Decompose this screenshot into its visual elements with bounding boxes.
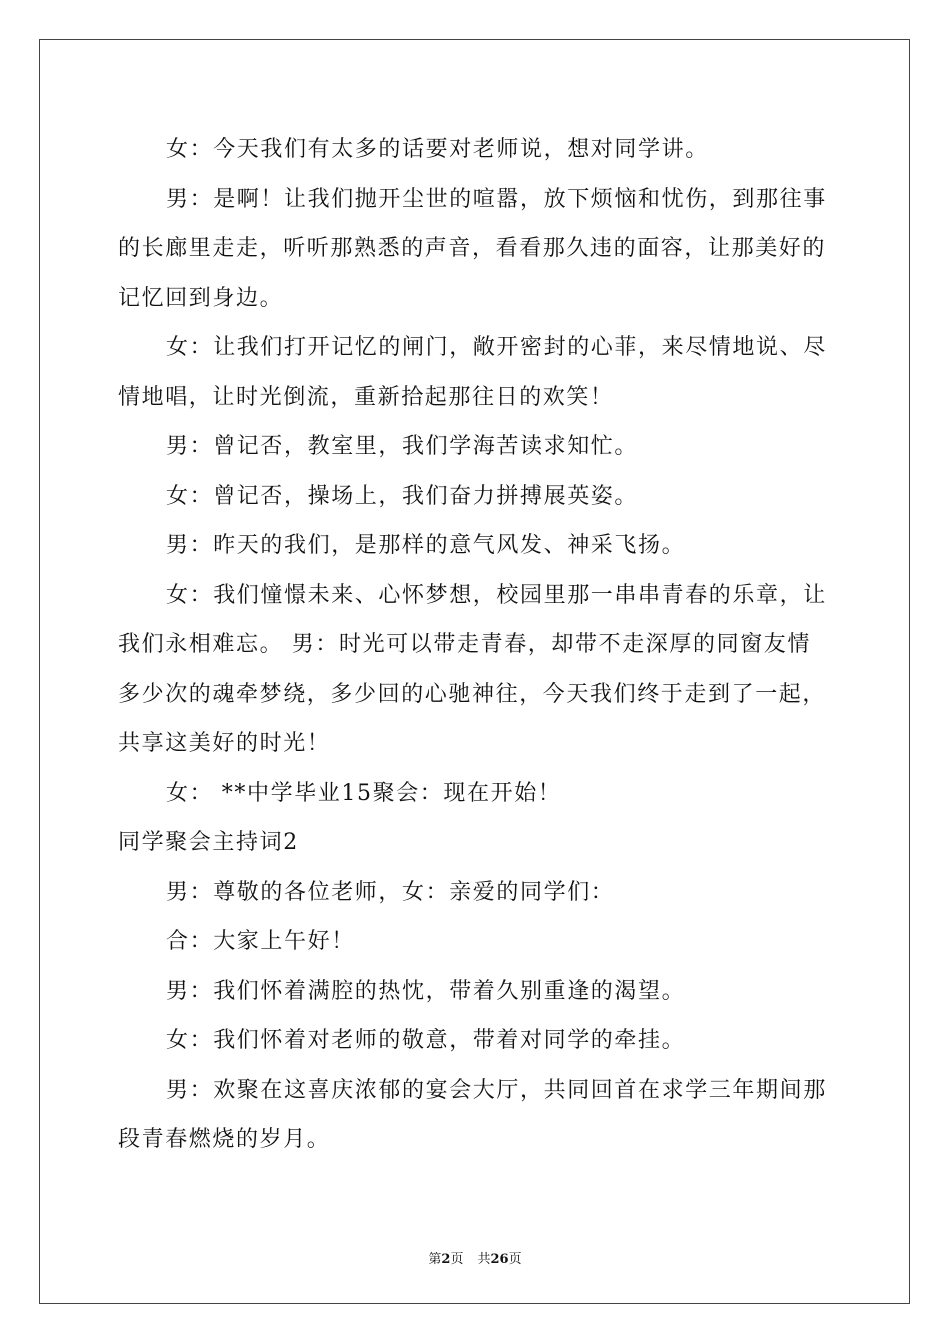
paragraph-14: 男：欢聚在这喜庆浓郁的宴会大厅，共同回首在求学三年期间那段青春燃烧的岁月。 (118, 1077, 827, 1152)
footer-total-suffix: 页 (508, 1252, 522, 1267)
paragraph-1: 女：今天我们有太多的话要对老师说，想对同学讲。 (166, 137, 709, 162)
paragraph-12: 男：我们怀着满腔的热忱，带着久别重逢的渴望。 (166, 978, 686, 1004)
footer-total-prefix: 共 (477, 1252, 491, 1267)
paragraph-7: 女：我们憧憬未来、心怀梦想，校园里那一串串青春的乐章，让我们永相难忘。 男：时光可以带走青春，却带不走深厚的同窗友情多少次的魂牵梦绕，多少回的心驰神往，今天我们终于走到了一起，共享这美好的时光！ (118, 582, 827, 756)
document-body (118, 125, 834, 1165)
footer-page-prefix: 第 (428, 1252, 442, 1267)
paragraph-4: 男：曾记否，教室里，我们学海苦读求知忙。 (166, 434, 639, 459)
paragraph-11: 合：大家上午好！ (166, 929, 355, 954)
paragraph-10: 男：尊敬的各位老师，女：亲爱的同学们： (166, 879, 615, 905)
footer-page-suffix: 页 (450, 1252, 464, 1267)
paragraph-13: 女：我们怀着对老师的敬意，带着对同学的牵挂。 (166, 1028, 686, 1053)
page-footer (0, 1248, 950, 1267)
paragraph-8: 女： **中学毕业15聚会：现在开始！ (166, 780, 562, 806)
footer-page-number: 2 (441, 1252, 451, 1267)
footer-total-pages: 26 (490, 1252, 509, 1267)
paragraph-3: 女：让我们打开记忆的闸门，敞开密封的心菲，来尽情地说、尽情地唱，让时光倒流，重新拾起那往日的欢笑！ (118, 335, 827, 410)
paragraph-5: 女：曾记否，操场上，我们奋力拼搏展英姿。 (166, 483, 639, 509)
paragraph-6: 男：昨天的我们，是那样的意气风发、神采飞扬。 (166, 533, 686, 558)
section-heading: 同学聚会主持词2 (118, 830, 299, 855)
paragraph-2: 男：是啊！让我们抛开尘世的喧嚣，放下烦恼和忧伤，到那往事的长廊里走走，听听那熟悉的声音，看看那久违的面容，让那美好的记忆回到身边。 (118, 186, 827, 311)
